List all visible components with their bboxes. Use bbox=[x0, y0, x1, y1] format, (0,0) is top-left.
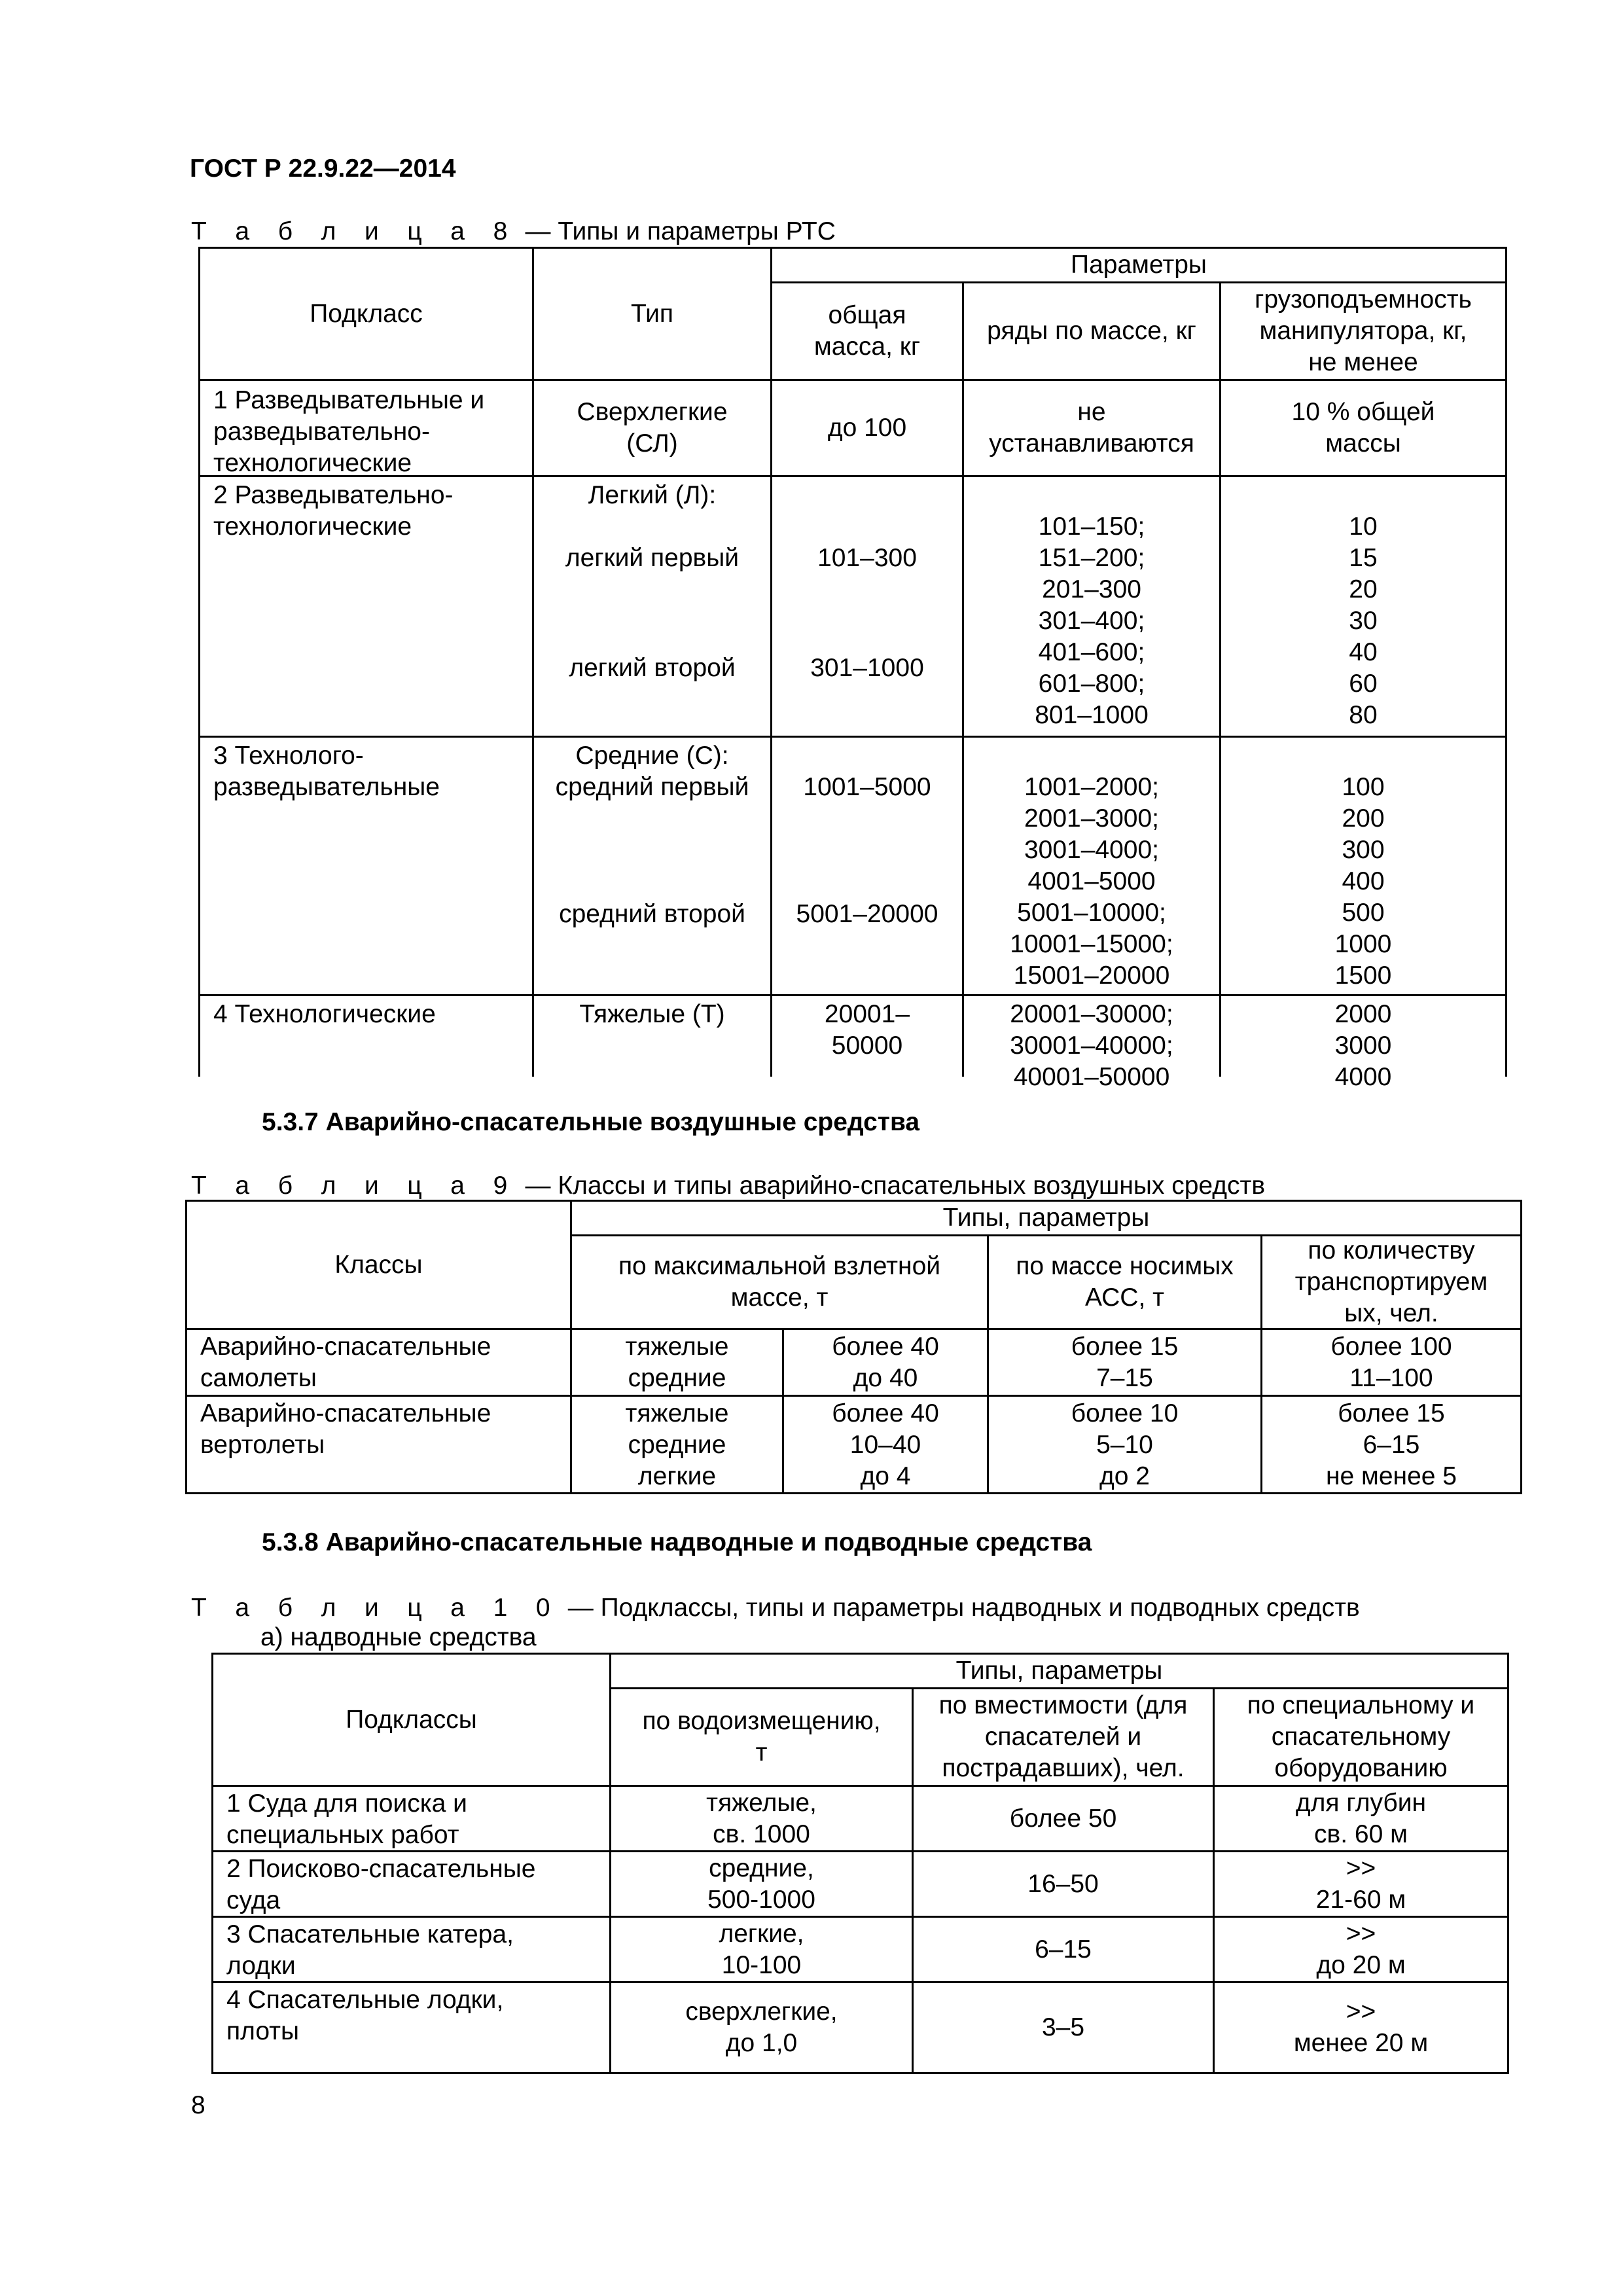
table8-row3-capacity-item: 1500 bbox=[1334, 961, 1392, 990]
document-id: ГОСТ Р 22.9.22—2014 bbox=[190, 154, 456, 183]
table8-row3-capacity bbox=[1221, 738, 1505, 994]
table8-row4-type: Тяжелые (Т) bbox=[534, 996, 770, 1093]
table9-row1-carried: более 15 7–15 bbox=[989, 1330, 1260, 1395]
table10-row3-subclass: 3 Спасательные катера, лодки bbox=[213, 1918, 609, 1981]
table8-header-params: Параметры bbox=[772, 249, 1505, 281]
table10-header-equipment: по специальному и спасательному оборудованию bbox=[1215, 1689, 1507, 1785]
table8-header-total-mass: общая масса, кг bbox=[772, 283, 962, 379]
table8-caption-label: Т а б л и ц а 8 bbox=[191, 217, 518, 245]
table9-row2-people: более 15 6–15 не менее 5 bbox=[1262, 1397, 1520, 1492]
table8-row3-capacity-item: 500 bbox=[1342, 899, 1385, 927]
table8-row2-capacity-item: 15 bbox=[1349, 544, 1378, 572]
table8-row3-type-b: средний второй bbox=[559, 900, 745, 928]
table8-row3-type-head: Средние (С): bbox=[575, 742, 729, 770]
table9 bbox=[185, 1200, 1522, 1494]
table8-row4-mass: 20001– 50000 bbox=[772, 996, 962, 1093]
table8-row2-type-b: легкий второй bbox=[569, 654, 736, 682]
table9-row2-carried: более 10 5–10 до 2 bbox=[989, 1397, 1260, 1492]
table8-row2-mass bbox=[772, 477, 962, 736]
table8-row3-mass-b: 5001–20000 bbox=[796, 900, 938, 928]
table8-row3-rows-item: 2001–3000; bbox=[1024, 804, 1160, 833]
section-5-3-8-heading: 5.3.8 Аварийно-спасательные надводные и подводные средства bbox=[262, 1528, 1092, 1556]
table8-row1-subclass: 1 Разведывательные и разведывательно- технологические bbox=[200, 381, 532, 475]
table9-row2-mass: более 40 10–40 до 4 bbox=[784, 1397, 987, 1492]
table9-header-classes: Классы bbox=[187, 1202, 570, 1328]
table10-header-displacement: по водоизмещению, т bbox=[611, 1689, 912, 1785]
table10-caption bbox=[191, 1594, 1360, 1623]
table10-row1-equipment: для глубин св. 60 м bbox=[1215, 1787, 1507, 1850]
table8-row3-rows-item: 1001–2000; bbox=[1024, 773, 1160, 801]
table10 bbox=[211, 1653, 1509, 2074]
table10-row3-capacity: 6–15 bbox=[914, 1918, 1213, 1981]
table8-row2-mass-b: 301–1000 bbox=[810, 654, 924, 682]
table9-caption-label: Т а б л и ц а 9 bbox=[191, 1172, 518, 1200]
table9-header-transported: по количеству транспортируем ых, чел. bbox=[1262, 1236, 1520, 1328]
table10-row1-displacement: тяжелые, св. 1000 bbox=[611, 1787, 912, 1850]
table8-row2-capacity-item: 10 bbox=[1349, 512, 1378, 541]
table8-row2-rows-item: 101–150; bbox=[1038, 512, 1145, 541]
table8-row3-capacity-item: 300 bbox=[1342, 836, 1385, 864]
table10-header-capacity: по вместимости (для спасателей и пострадавших), чел. bbox=[914, 1689, 1213, 1785]
table10-caption-label: Т а б л и ц а 1 0 bbox=[191, 1594, 561, 1622]
table10-row2-subclass: 2 Поисково-спасательные суда bbox=[213, 1852, 609, 1916]
table8-caption-text: — Типы и параметры РТС bbox=[525, 217, 836, 245]
table9-header-takeoff-mass: по максимальной взлетной массе, т bbox=[572, 1236, 987, 1328]
table9-caption bbox=[191, 1172, 1265, 1200]
table8-row2-capacity-item: 60 bbox=[1349, 670, 1378, 698]
table8-row2-rows-item: 401–600; bbox=[1038, 638, 1145, 666]
table8-row2-capacity-item: 80 bbox=[1349, 701, 1378, 729]
table9-row1-kind: тяжелые средние bbox=[572, 1330, 782, 1395]
table8-header-type: Тип bbox=[534, 249, 770, 379]
table8-row3-type-a: средний первый bbox=[555, 773, 749, 801]
table8-row2-rows-item: 601–800; bbox=[1038, 670, 1145, 698]
table8-header-mass-rows: ряды по массе, кг bbox=[964, 283, 1219, 379]
table8-caption bbox=[191, 217, 836, 246]
table8-row2-type-head: Легкий (Л): bbox=[588, 481, 717, 509]
table8-row3-mass-a: 1001–5000 bbox=[803, 773, 931, 801]
table8-row2-rows-item: 151–200; bbox=[1038, 544, 1145, 572]
table9-row1-class: Аварийно-спасательные самолеты bbox=[187, 1330, 570, 1395]
table9-header-types-params: Типы, параметры bbox=[572, 1202, 1520, 1234]
table8-row2-capacity-item: 20 bbox=[1349, 575, 1378, 603]
section-5-3-7-heading: 5.3.7 Аварийно-спасательные воздушные средства bbox=[262, 1108, 920, 1136]
table8-row3-rows-item: 4001–5000 bbox=[1027, 867, 1156, 895]
table8 bbox=[198, 247, 1507, 1091]
table8-row2-subclass: 2 Разведывательно- технологические bbox=[200, 477, 532, 736]
table8-row3-rows-item: 5001–10000; bbox=[1017, 899, 1166, 927]
table10-row2-displacement: средние, 500-1000 bbox=[611, 1852, 912, 1916]
table8-row2-capacity bbox=[1221, 477, 1505, 736]
table10-row4-capacity: 3–5 bbox=[914, 1983, 1213, 2072]
table8-row3-capacity-item: 100 bbox=[1342, 773, 1385, 801]
table10-row4-equipment: >> менее 20 м bbox=[1215, 1983, 1507, 2072]
table10-caption-text: — Подклассы, типы и параметры надводных и подводных средств bbox=[567, 1594, 1360, 1622]
table8-row3-mass bbox=[772, 738, 962, 994]
table10-header-subclasses: Подклассы bbox=[213, 1655, 609, 1785]
table8-row2-rows-item: 201–300 bbox=[1042, 575, 1141, 603]
table9-header-carried-mass: по массе носимых АСС, т bbox=[989, 1236, 1260, 1328]
table8-row1-type: Сверхлегкие (СЛ) bbox=[534, 381, 770, 475]
table8-row4-capacity: 2000 3000 4000 bbox=[1221, 996, 1505, 1093]
table8-header-subclass: Подкласс bbox=[200, 249, 532, 379]
table8-row3-rows-item: 3001–4000; bbox=[1024, 836, 1160, 864]
table8-row2-type-a: легкий первый bbox=[565, 544, 740, 572]
table8-row3-subclass: 3 Технолого- разведывательные bbox=[200, 738, 532, 994]
table10-row4-subclass: 4 Спасательные лодки, плоты bbox=[213, 1983, 609, 2072]
table8-row4-subclass: 4 Технологические bbox=[200, 996, 532, 1093]
table9-row2-kind: тяжелые средние легкие bbox=[572, 1397, 782, 1492]
table8-row3-capacity-item: 1000 bbox=[1334, 930, 1392, 958]
table8-header-capacity: грузоподъемность манипулятора, кг, не менее bbox=[1221, 283, 1505, 379]
table10-row3-displacement: легкие, 10-100 bbox=[611, 1918, 912, 1981]
table8-row3-rows-item: 10001–15000; bbox=[1010, 930, 1173, 958]
table10-row2-capacity: 16–50 bbox=[914, 1852, 1213, 1916]
table10-row3-equipment: >> до 20 м bbox=[1215, 1918, 1507, 1981]
table8-row3-capacity-item: 200 bbox=[1342, 804, 1385, 833]
table8-row3-type bbox=[534, 738, 770, 994]
table8-row2-capacity-item: 40 bbox=[1349, 638, 1378, 666]
table8-row2-rows-item: 301–400; bbox=[1038, 607, 1145, 635]
table10-subcaption: а) надводные средства bbox=[260, 1623, 537, 1651]
table8-row3-rows-item: 15001–20000 bbox=[1013, 961, 1170, 990]
table8-row1-rows: не устанавливаются bbox=[964, 381, 1219, 475]
table8-row2-rows bbox=[964, 477, 1219, 736]
table10-row2-equipment: >> 21-60 м bbox=[1215, 1852, 1507, 1916]
table8-row2-rows-item: 801–1000 bbox=[1035, 701, 1149, 729]
table8-row2-capacity-item: 30 bbox=[1349, 607, 1378, 635]
table8-row2-mass-a: 101–300 bbox=[817, 544, 917, 572]
table9-row2-class: Аварийно-спасательные вертолеты bbox=[187, 1397, 570, 1492]
table9-row1-mass: более 40 до 40 bbox=[784, 1330, 987, 1395]
table10-row1-subclass: 1 Суда для поиска и специальных работ bbox=[213, 1787, 609, 1850]
table10-row4-displacement: сверхлегкие, до 1,0 bbox=[611, 1983, 912, 2072]
table8-row3-rows bbox=[964, 738, 1219, 994]
table9-caption-text: — Классы и типы аварийно-спасательных воздушных средств bbox=[525, 1172, 1266, 1200]
table8-row1-mass: до 100 bbox=[772, 381, 962, 475]
table10-header-types-params: Типы, параметры bbox=[611, 1655, 1507, 1687]
table8-row4-rows: 20001–30000; 30001–40000; 40001–50000 bbox=[964, 996, 1219, 1093]
page-number: 8 bbox=[191, 2091, 205, 2119]
table10-row1-capacity: более 50 bbox=[914, 1787, 1213, 1850]
table8-row2-type bbox=[534, 477, 770, 736]
table8-row1-capacity: 10 % общей массы bbox=[1221, 381, 1505, 475]
table9-row1-people: более 100 11–100 bbox=[1262, 1330, 1520, 1395]
table8-row3-capacity-item: 400 bbox=[1342, 867, 1385, 895]
